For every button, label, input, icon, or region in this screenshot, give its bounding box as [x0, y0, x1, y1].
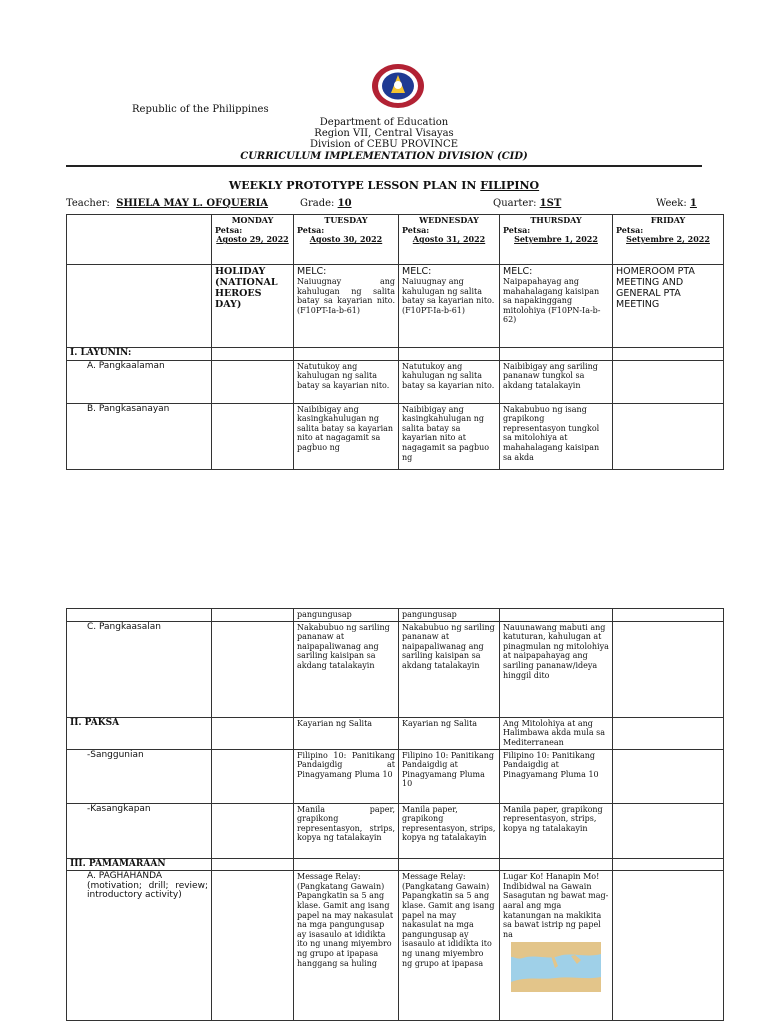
- cid-text: CURRICULUM IMPLEMENTATION DIVISION (CID): [240, 151, 528, 162]
- thursday-pangkaalaman: Naibibigay ang sariling pananaw tungkol sa akdang tatalakayin: [500, 360, 613, 403]
- tuesday-pangkaasalan: Nakabubuo ng sariling pananaw at naipapaliwanag ang sariling kaisipan sa akdang tatalakayin: [294, 621, 399, 717]
- document-title: WEEKLY PROTOTYPE LESSON PLAN IN FILIPINO: [228, 179, 540, 192]
- kasangkapan-label: -Kasangkapan: [67, 803, 212, 858]
- pangkasanayan-label: B. Pangkasanayan: [67, 403, 212, 469]
- thursday-kasangkapan: Manila paper, grapikong representasyon, strips, kopya ng tatalakayin: [500, 803, 613, 858]
- department-text: Department of Education: [319, 117, 449, 128]
- week-field: Week: 1: [656, 198, 697, 209]
- thursday-sanggunian: Filipino 10: Panitikang Pandaigdig at Pinagyamang Pluma 10: [500, 749, 613, 803]
- day-header-row: [67, 215, 724, 265]
- tuesday-paghahanda: Message Relay: (Pangkatang Gawain) Papangkatin sa 5 ang klase. Gamit ang isang papel na may nakasulat na mga pangungusap ay isasaulo at ididikta ito ng unang miyembro ng grupo at ipapasa hanggang sa huling: [294, 871, 399, 1021]
- paghahanda-row: [67, 871, 724, 1021]
- teacher-field: Teacher: SHIELA MAY L. OFQUERIA: [66, 198, 269, 209]
- day-header-friday: FRIDAY Petsa: Setyembre 2, 2022: [613, 215, 724, 265]
- thursday-melc-cell: MELC: Naipapahayag ang mahahalagang kaisipan sa napakinggang mitolohiya (F10PN-Ia-b-62): [500, 265, 613, 348]
- kasangkapan-row: [67, 803, 724, 858]
- pangkasanayan-row: [67, 403, 724, 469]
- pamamaraan-row: [67, 858, 724, 871]
- mediterranean-map-image: [511, 942, 601, 992]
- lesson-plan-table-page-1: [66, 214, 724, 470]
- pangkaalaman-row: [67, 360, 724, 403]
- thursday-paghahanda-cell: [500, 871, 613, 1021]
- melc-row: [67, 265, 724, 348]
- wednesday-paksa: Kayarian ng Salita: [399, 717, 500, 749]
- pangkaasalan-label: C. Pangkaasalan: [67, 621, 212, 717]
- monday-holiday-cell: HOLIDAY (NATIONAL HEROES DAY): [212, 265, 294, 348]
- tuesday-melc-cell: MELC: Naiuugnay ang kahulugan ng salita batay sa kayarian nito. (F10PT-Ia-b-61): [294, 265, 399, 348]
- tuesday-sanggunian: Filipino 10: Panitikang Pandaigdig at Pinagyamang Pluma 10: [294, 749, 399, 803]
- tuesday-kasangkapan: Manila paper, grapikong representasyon, strips, kopya ng tatalakayin: [294, 803, 399, 858]
- layunin-row: [67, 348, 724, 361]
- tuesday-pangkaalaman: Natutukoy ang kahulugan ng salita batay sa kayarian nito.: [294, 360, 399, 403]
- pamamaraan-heading: III. PAMAMARAAN: [67, 858, 212, 871]
- pangkaalaman-label: A. Pangkaalaman: [67, 360, 212, 403]
- layunin-heading: I. LAYUNIN:: [67, 348, 212, 361]
- pangkaasalan-row: [67, 621, 724, 717]
- sanggunian-label: -Sanggunian: [67, 749, 212, 803]
- continuation-row: [67, 609, 724, 622]
- lesson-plan-table-page-2: [66, 608, 724, 1021]
- day-header-monday: MONDAY Petsa: Agosto 29, 2022: [212, 215, 294, 265]
- paghahanda-cell: [67, 871, 212, 1021]
- paksa-heading: II. PAKSA: [67, 717, 212, 749]
- tuesday-pangkasanayan: Naibibigay ang kasingkahulugan ng salita batay sa kayarian nito at nagagamit sa pagbuo ng: [294, 403, 399, 469]
- tuesday-continuation: pangungusap: [294, 609, 399, 622]
- grade-field: Grade: 10: [300, 198, 352, 209]
- paghahanda-sub-label: (motivation; drill; review; introductory activity): [87, 880, 208, 901]
- day-header-tuesday: TUESDAY Petsa: Agosto 30, 2022: [294, 215, 399, 265]
- wednesday-kasangkapan: Manila paper, grapikong representasyon, strips, kopya ng tatalakayin: [399, 803, 500, 858]
- wednesday-pangkaasalan: Nakabubuo ng sariling pananaw at naipapaliwanag ang sariling kaisipan sa akdang tatalakayin: [399, 621, 500, 717]
- wednesday-paghahanda: Message Relay: (Pangkatang Gawain) Papangkatin sa 5 ang klase. Gamit ang isang papel na may nakasulat na mga pangungusap ay isasaulo at ididikta ito ng unang miyembro ng grupo at ipapasa: [399, 871, 500, 1021]
- wednesday-continuation: pangungusap: [399, 609, 500, 622]
- day-header-thursday: THURSDAY Petsa: Setyembre 1, 2022: [500, 215, 613, 265]
- tuesday-paksa: Kayarian ng Salita: [294, 717, 399, 749]
- wednesday-pangkasanayan: Naibibigay ang kasingkahulugan ng salita batay sa kayarian nito at nagagamit sa pagbuo ng: [399, 403, 500, 469]
- empty-corner-cell: [67, 215, 212, 265]
- paghahanda-label: A. PAGHAHANDA: [87, 871, 163, 882]
- wednesday-pangkaalaman: Natutukoy ang kahulugan ng salita batay sa kayarian nito.: [399, 360, 500, 403]
- thursday-paghahanda: Lugar Ko! Hanapin Mo! Indibidwal na Gawain Sasagutan ng bawat mag-aaral ang mga katanungan na makikita sa bawat istrip ng papel na: [503, 872, 609, 939]
- friday-meeting-cell: HOMEROOM PTA MEETING AND GENERAL PTA MEETING: [613, 265, 724, 348]
- quarter-field: Quarter: 1ST: [493, 198, 562, 209]
- paksa-row: [67, 717, 724, 749]
- sanggunian-row: [67, 749, 724, 803]
- thursday-pangkaasalan: Nauunawang mabuti ang katuturan, kahulugan at pinagmulan ng mitolohiya at naipapahayag ang sariling pananaw/ideya hinggil dito: [500, 621, 613, 717]
- deped-seal-logo: [365, 63, 431, 109]
- thursday-paksa: Ang Mitolohiya at ang Halimbawa akda mula sa Mediterranean: [500, 717, 613, 749]
- region-text: Region VII, Central Visayas: [314, 128, 454, 139]
- division-text: Division of CEBU PROVINCE: [310, 139, 458, 150]
- header-divider: [66, 165, 702, 167]
- thursday-pangkasanayan: Nakabubuo ng isang grapikong representasyon tungkol sa mitolohiya at mahahalagang kaisipan sa akda: [500, 403, 613, 469]
- republic-text: Republic of the Philippines: [132, 104, 269, 115]
- wednesday-sanggunian: Filipino 10: Panitikang Pandaigdig at Pinagyamang Pluma 10: [399, 749, 500, 803]
- day-header-wednesday: WEDNESDAY Petsa: Agosto 31, 2022: [399, 215, 500, 265]
- wednesday-melc-cell: MELC: Naiuugnay ang kahulugan ng salita batay sa kayarian nito. (F10PT-Ia-b-61): [399, 265, 500, 348]
